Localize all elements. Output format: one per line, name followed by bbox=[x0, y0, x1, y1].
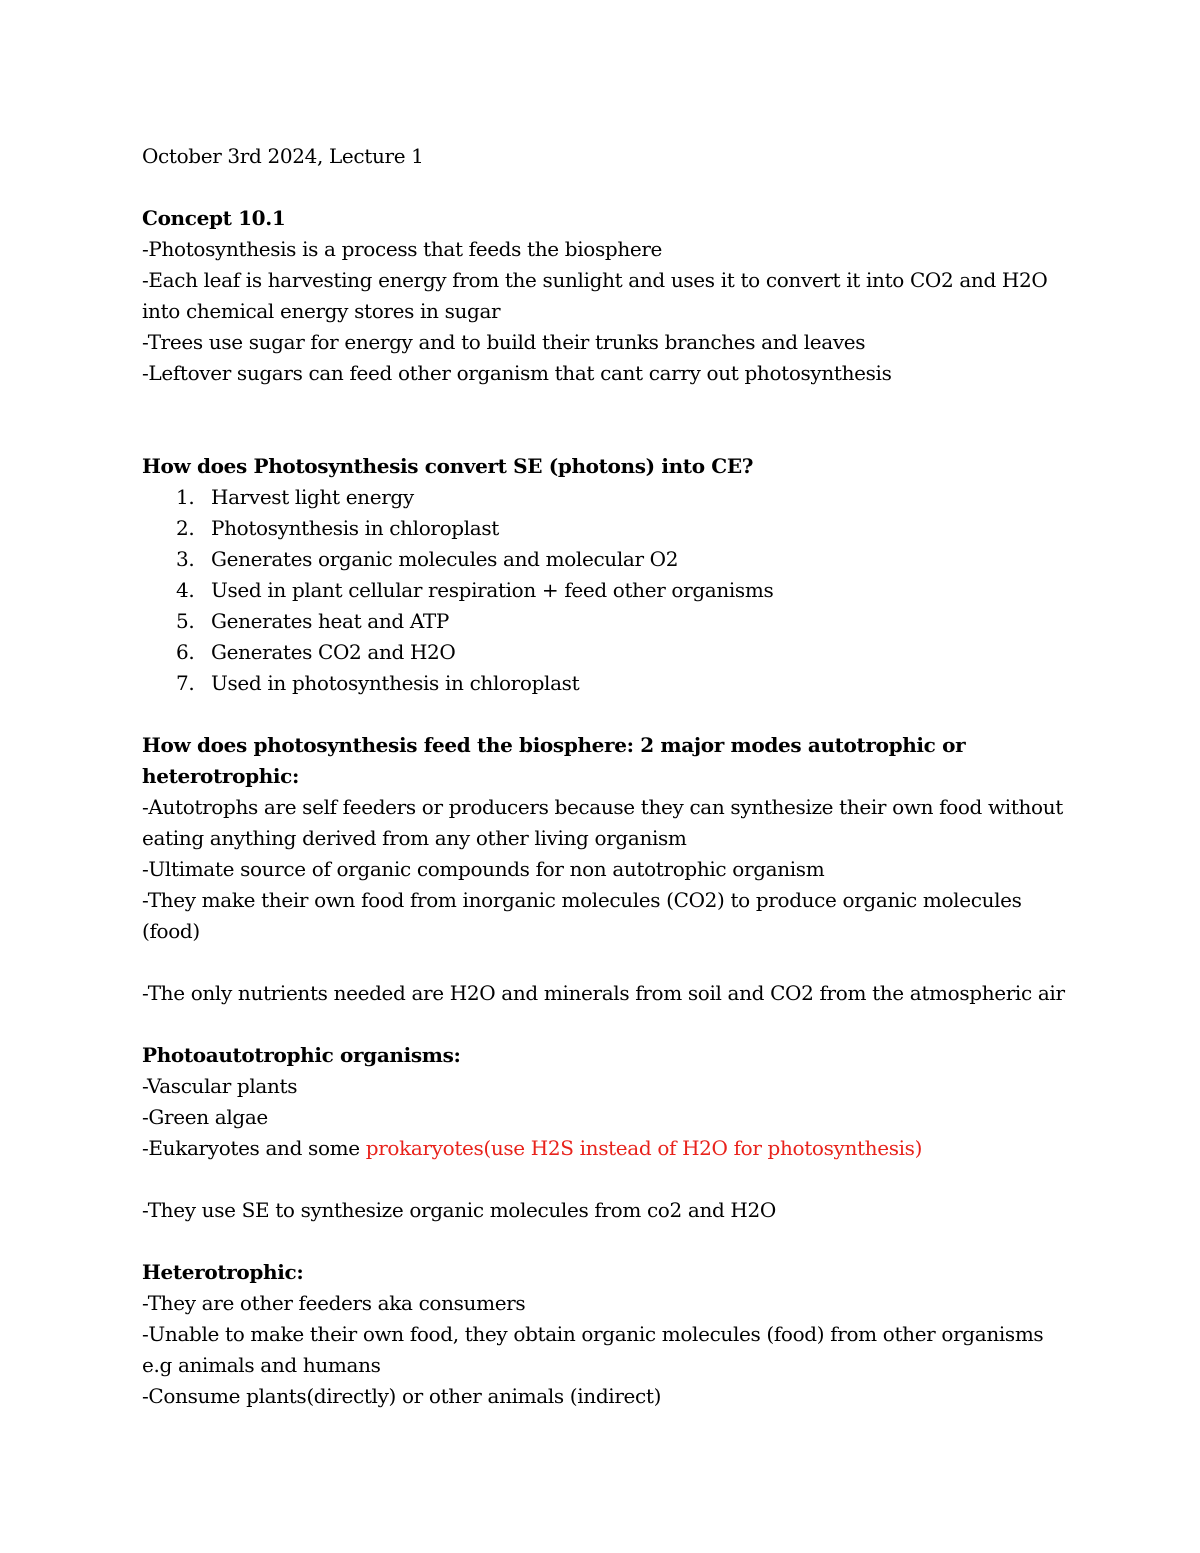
list-item bbox=[142, 606, 1072, 637]
spacer bbox=[142, 389, 1072, 451]
concept-line: -Each leaf is harvesting energy from the sunlight and uses it to convert it into CO2 and H2O into chemical energy stores in sugar bbox=[142, 268, 1048, 323]
spacer bbox=[142, 1226, 1072, 1257]
concept-line: -Trees use sugar for energy and to build their trunks branches and leaves bbox=[142, 330, 866, 354]
concept-section bbox=[142, 203, 1072, 389]
feed-line: -They make their own food from inorganic molecules (CO2) to produce organic molecules (food) bbox=[142, 888, 1022, 943]
list-text: Photosynthesis in chloroplast bbox=[211, 516, 499, 540]
spacer bbox=[142, 699, 1072, 730]
heterotrophic-line: -They are other feeders aka consumers bbox=[142, 1291, 526, 1315]
spacer bbox=[142, 947, 1072, 978]
list-text: Generates organic molecules and molecular O2 bbox=[211, 547, 679, 571]
heterotrophic-line: -Consume plants(directly) or other animals (indirect) bbox=[142, 1384, 662, 1408]
convert-section bbox=[142, 451, 1072, 699]
date-line: October 3rd 2024, Lecture 1 bbox=[142, 144, 424, 168]
list-number: 2. bbox=[176, 516, 195, 540]
list-item bbox=[142, 637, 1072, 668]
list-text: Used in photosynthesis in chloroplast bbox=[211, 671, 580, 695]
list-number: 4. bbox=[176, 578, 195, 602]
concept-line: -Photosynthesis is a process that feeds the biosphere bbox=[142, 237, 663, 261]
concept-heading: Concept 10.1 bbox=[142, 206, 286, 230]
steps-list bbox=[142, 482, 1072, 699]
photoautotrophic-heading: Photoautotrophic organisms: bbox=[142, 1043, 461, 1067]
feed-line: -Ultimate source of organic compounds for non autotrophic organism bbox=[142, 857, 825, 881]
eukaryotes-prefix: -Eukaryotes and some bbox=[142, 1136, 366, 1160]
prokaryotes-highlight: prokaryotes(use H2S instead of H2O for photosynthesis) bbox=[365, 1136, 923, 1160]
nutrients-line: -The only nutrients needed are H2O and minerals from soil and CO2 from the atmospheric air bbox=[142, 981, 1065, 1005]
concept-line: -Leftover sugars can feed other organism that cant carry out photosynthesis bbox=[142, 361, 892, 385]
feed-line: -Autotrophs are self feeders or producers because they can synthesize their own food without eating anything derived from any other living organism bbox=[142, 795, 1063, 850]
list-number: 3. bbox=[176, 547, 195, 571]
list-text: Generates heat and ATP bbox=[211, 609, 449, 633]
convert-heading: How does Photosynthesis convert SE (photons) into CE? bbox=[142, 454, 754, 478]
heterotrophic-section bbox=[142, 1257, 1072, 1412]
list-item bbox=[142, 575, 1072, 606]
feed-heading: How does photosynthesis feed the biosphere: 2 major modes autotrophic or heterotrophic: bbox=[142, 733, 966, 788]
spacer bbox=[142, 1009, 1072, 1040]
list-text: Generates CO2 and H2O bbox=[211, 640, 456, 664]
list-number: 6. bbox=[176, 640, 195, 664]
list-item bbox=[142, 668, 1072, 699]
document-body bbox=[142, 141, 1072, 1412]
photoautotrophic-section bbox=[142, 1040, 1072, 1226]
heterotrophic-heading: Heterotrophic: bbox=[142, 1260, 304, 1284]
list-text: Harvest light energy bbox=[211, 485, 414, 509]
se-line: -They use SE to synthesize organic molecules from co2 and H2O bbox=[142, 1198, 776, 1222]
photoautotrophic-line: -Green algae bbox=[142, 1105, 268, 1129]
eukaryotes-line bbox=[142, 1133, 1072, 1164]
list-text: Used in plant cellular respiration + feed other organisms bbox=[211, 578, 774, 602]
feed-section bbox=[142, 730, 1072, 1009]
heterotrophic-line: -Unable to make their own food, they obtain organic molecules (food) from other organisms e.g animals and humans bbox=[142, 1322, 1044, 1377]
spacer bbox=[142, 1164, 1072, 1195]
list-number: 5. bbox=[176, 609, 195, 633]
list-item bbox=[142, 513, 1072, 544]
spacer bbox=[142, 172, 1072, 203]
list-item bbox=[142, 482, 1072, 513]
list-number: 1. bbox=[176, 485, 195, 509]
list-number: 7. bbox=[176, 671, 195, 695]
list-item bbox=[142, 544, 1072, 575]
photoautotrophic-line: -Vascular plants bbox=[142, 1074, 298, 1098]
